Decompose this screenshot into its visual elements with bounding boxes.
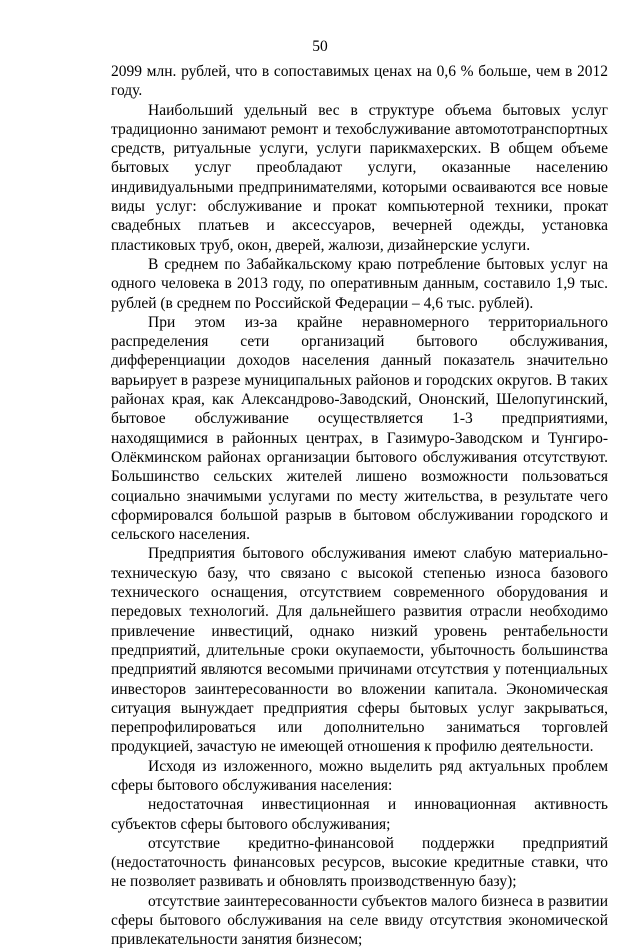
paragraph: Наибольший удельный вес в структуре объема бытовых услуг традиционно занимают ремонт и техобслуживание автомототранспортных средств, ритуальные услуги, услуги парикмахерских. В общем объеме бытовых услуг преобладают услуги, оказанные населению индивидуальными предпринимателями, которыми осваиваются все новые виды услуг: обслуживание и прокат компьютерной техники, прокат свадебных платьев и аксессуаров, вечерней одежды, установка пластиковых труб, окон, дверей, жалюзи, дизайнерские услуги. xyxy=(111,101,608,254)
paragraph: Исходя из изложенного, можно выделить ряд актуальных проблем сферы бытового обслуживания населения: xyxy=(111,757,608,794)
page-number: 50 xyxy=(312,38,328,55)
paragraph: 2099 млн. рублей, что в сопоставимых ценах на 0,6 % больше, чем в 2012 году. xyxy=(111,63,608,100)
list-item: отсутствие заинтересованности субъектов малого бизнеса в развитии сферы бытового обслуживания на селе ввиду отсутствия экономической привлекательности занятия бизнесом; xyxy=(111,892,608,949)
list-item: недостаточная инвестиционная и инновационная активность субъектов сферы бытового обслуживания; xyxy=(111,796,608,833)
list-item: отсутствие кредитно-финансовой поддержки предприятий (недостаточность финансовых ресурсов, высокие кредитные ставки, что не позволяет развивать и обновлять производственную базу); xyxy=(111,834,608,891)
paragraph: При этом из-за крайне неравномерного территориального распределения сети организаций бытового обслуживания, дифференциации доходов населения данный показатель значительно варьирует в разрезе муниципальных районов и городских округов. В таких районах края, как Александрово-Заводский, Ононский, Шелопугинский, бытовое обслуживание осуществляется 1-3 предприятиями, находящимися в районных центрах, в Газимуро-Заводском и Тунгиро-Олёкминском районах организации бытового обслуживания отсутствуют. Большинство сельских жителей лишено возможности пользоваться социально значимыми услугами по месту жительства, в результате чего сформировался большой разрыв в бытовом обслуживании городского и сельского населения. xyxy=(111,313,608,544)
paragraph: В среднем по Забайкальскому краю потребление бытовых услуг на одного человека в 2013 году, по оперативным данным, составило 1,9 тыс. рублей (в среднем по Российской Федерации – 4,6 тыс. рублей). xyxy=(111,255,608,312)
document-body xyxy=(111,62,608,950)
paragraph: Предприятия бытового обслуживания имеют слабую материально-техническую базу, что связано с высокой степенью износа базового технического оснащения, отсутствием современного оборудования и передовых технологий. Для дальнейшего развития отрасли необходимо привлечение инвестиций, однако низкий уровень рентабельности предприятий, длительные сроки окупаемости, убыточность большинства предприятий являются весомыми причинами отсутствия у потенциальных инвесторов заинтересованности во вложении капитала. Экономическая ситуация вынуждает предприятия сферы бытовых услуг закрываться, перепрофилироваться или дополнительно заниматься торговлей продукцией, зачастую не имеющей отношения к профилю деятельности. xyxy=(111,545,608,756)
